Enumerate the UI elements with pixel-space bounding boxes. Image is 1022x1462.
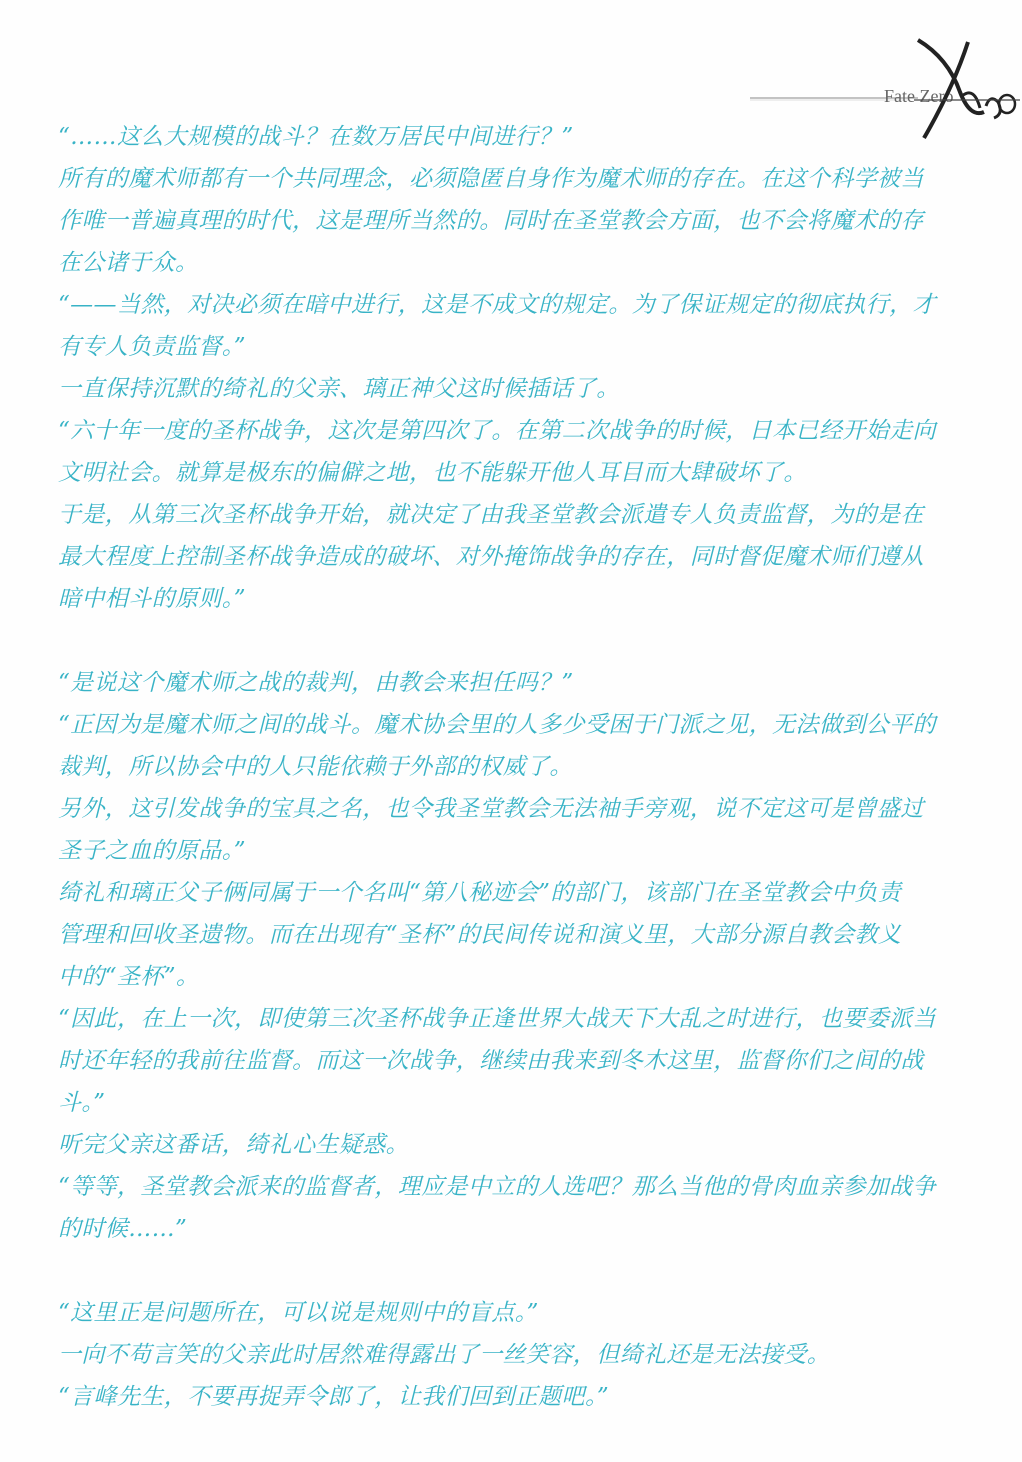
text-line: 中的“圣杯”。 — [58, 964, 200, 990]
text-line: “因此，在上一次，即使第三次圣杯战争正逢世界大战天下大乱之时进行，也要委派当 — [58, 1006, 936, 1032]
text-line: “……这么大规模的战斗？在数万居民中间进行？” — [58, 124, 574, 150]
text-line: 在公诸于众。 — [58, 250, 199, 276]
text-line: “是说这个魔术师之战的裁判，由教会来担任吗？” — [58, 670, 574, 696]
text-line: “等等，圣堂教会派来的监督者，理应是中立的人选吧？那么当他的骨肉血亲参加战争 — [58, 1174, 936, 1200]
text-line: 斗。” — [58, 1090, 106, 1116]
text-line: “言峰先生，不要再捉弄令郎了，让我们回到正题吧。” — [58, 1384, 610, 1410]
text-line: 一直保持沉默的绮礼的父亲、璃正神父这时候插话了。 — [58, 376, 620, 402]
text-line: 所有的魔术师都有一个共同理念，必须隐匿自身作为魔术师的存在。在这个科学被当 — [58, 166, 924, 192]
text-line: 听完父亲这番话，绮礼心生疑惑。 — [58, 1132, 409, 1158]
text-line: 时还年轻的我前往监督。而这一次战争，继续由我来到冬木这里，监督你们之间的战 — [58, 1048, 924, 1074]
text-line: “正因为是魔术师之间的战斗。魔术协会里的人多少受困于门派之见，无法做到公平的 — [58, 712, 936, 738]
text-line: 绮礼和璃正父子俩同属于一个名叫“第八秘迹会”的部门，该部门在圣堂教会中负责 — [58, 880, 902, 906]
text-line: 最大程度上控制圣杯战争造成的破坏、对外掩饰战争的存在，同时督促魔术师们遵从 — [58, 544, 924, 570]
blank-line — [58, 620, 978, 662]
text-line: 另外，这引发战争的宝具之名，也令我圣堂教会无法袖手旁观，说不定这可是曾盛过 — [58, 796, 924, 822]
text-line: 有专人负责监督。” — [58, 334, 246, 360]
body-text — [58, 116, 978, 1418]
text-line: 作唯一普遍真理的时代，这是理所当然的。同时在圣堂教会方面，也不会将魔术的存 — [58, 208, 924, 234]
text-line: 管理和回收圣遗物。而在出现有“圣杯”的民间传说和演义里，大部分源自教会教义 — [58, 922, 902, 948]
blank-line — [58, 1250, 978, 1292]
text-line: 圣子之血的原品。” — [58, 838, 246, 864]
text-line: “六十年一度的圣杯战争，这次是第四次了。在第二次战争的时候，日本已经开始走向 — [58, 418, 936, 444]
text-line: 一向不苟言笑的父亲此时居然难得露出了一丝笑容，但绮礼还是无法接受。 — [58, 1342, 831, 1368]
text-line: “这里正是问题所在，可以说是规则中的盲点。” — [58, 1300, 539, 1326]
logo-fate-text: Fate Zero — [884, 86, 954, 106]
text-line: 裁判，所以协会中的人只能依赖于外部的权威了。 — [58, 754, 573, 780]
text-line: 于是，从第三次圣杯战争开始，就决定了由我圣堂教会派遣专人负责监督，为的是在 — [58, 502, 924, 528]
text-line: 的时候……” — [58, 1216, 188, 1242]
text-line: “——当然，对决必须在暗中进行，这是不成文的规定。为了保证规定的彻底执行，才 — [58, 292, 936, 318]
text-line: 暗中相斗的原则。” — [58, 586, 246, 612]
text-line: 文明社会。就算是极东的偏僻之地，也不能躲开他人耳目而大肆破坏了。 — [58, 460, 807, 486]
